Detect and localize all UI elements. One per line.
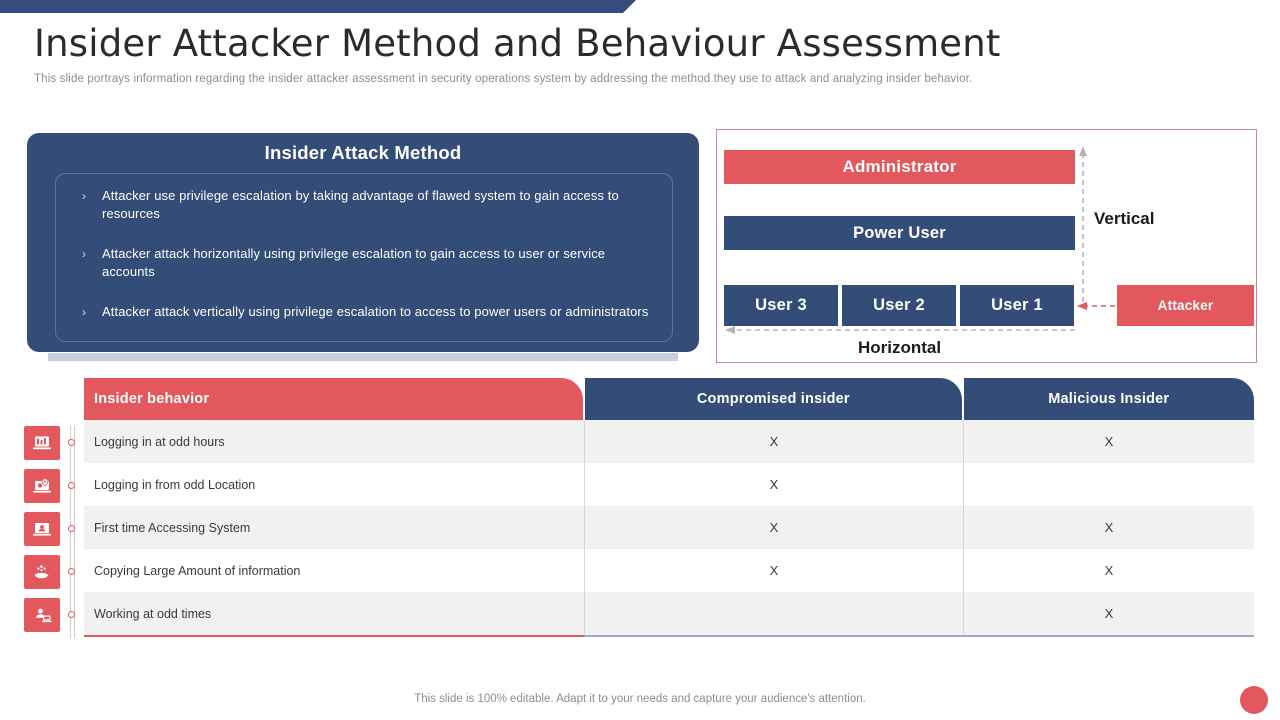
- page-title: Insider Attacker Method and Behaviour Assessment: [34, 22, 1001, 65]
- table-cell-compromised: X: [584, 463, 963, 506]
- method-bullet-item: [76, 187, 650, 223]
- table-cell-malicious: X: [963, 420, 1254, 463]
- laptop-user-icon: [24, 512, 60, 546]
- laptop-location-icon: [24, 469, 60, 503]
- table-row: [84, 592, 1254, 635]
- insider-behavior-table: [84, 378, 1254, 635]
- table-row: [84, 506, 1254, 549]
- table-cell-behavior: Copying Large Amount of information: [94, 563, 301, 578]
- method-card-inner-frame: [55, 173, 673, 342]
- table-cell-behavior: Logging in from odd Location: [94, 477, 256, 492]
- rail-line-secondary: [74, 426, 75, 638]
- method-card-title: Insider Attack Method: [264, 142, 462, 163]
- table-header-compromised-insider: Compromised insider: [585, 378, 961, 420]
- table-row: [84, 420, 1254, 463]
- page-subtitle: This slide portrays information regarding the insider attacker assessment in security operations system by addressing the method they use to attack and analyzing insider behavior.: [34, 73, 973, 85]
- rail-dot: [68, 611, 75, 618]
- table-cell-behavior: Logging in at odd hours: [94, 434, 225, 449]
- privilege-escalation-diagram: [716, 129, 1257, 363]
- table-cell-compromised: X: [584, 506, 963, 549]
- method-bullet-text: Attacker attack vertically using privilege escalation to access to power users or administrators: [102, 304, 649, 319]
- chevron-right-icon: ›: [82, 189, 87, 203]
- method-bullet-list: [76, 187, 650, 343]
- rail-item-3: [24, 512, 60, 546]
- chevron-right-icon: ›: [82, 305, 87, 319]
- diagram-box-user-1: User 1: [960, 285, 1074, 326]
- rail-dot: [68, 568, 75, 575]
- method-bullet-text: Attacker use privilege escalation by taking advantage of flawed system to gain access to resources: [102, 188, 619, 221]
- table-bottom-accent-blue: [584, 635, 1254, 637]
- footer-note: This slide is 100% editable. Adapt it to your needs and capture your audience's attention.: [414, 693, 866, 705]
- method-bullet-item: [76, 303, 650, 321]
- table-cell-malicious: [963, 463, 1254, 506]
- diagram-horizontal-label: Horizontal: [857, 338, 942, 357]
- table-row: [84, 463, 1254, 506]
- diagram-box-user-3: User 3: [724, 285, 838, 326]
- table-cell-malicious: X: [963, 506, 1254, 549]
- diagram-box-administrator: Administrator: [724, 150, 1075, 184]
- diagram-box-attacker: Attacker: [1117, 285, 1254, 326]
- hand-data-icon: [24, 555, 60, 589]
- table-header-row: [84, 378, 1254, 420]
- diagram-user-row: [724, 285, 1074, 326]
- rail-item-1: [24, 426, 60, 460]
- table-cell-behavior: Working at odd times: [94, 606, 212, 621]
- table-cell-compromised: X: [584, 420, 963, 463]
- method-bullet-item: [76, 245, 650, 281]
- insider-attack-method-card: [27, 133, 699, 352]
- rail-item-5: [24, 598, 60, 632]
- table-bottom-accent-red: [84, 635, 584, 637]
- laptop-chart-icon: [24, 426, 60, 460]
- user-laptop-icon: [24, 598, 60, 632]
- table-cell-malicious: X: [963, 592, 1254, 635]
- top-accent-bar: [0, 0, 636, 13]
- chevron-right-icon: ›: [82, 247, 87, 261]
- table-cell-malicious: X: [963, 549, 1254, 592]
- diagram-box-user-2: User 2: [842, 285, 956, 326]
- behavior-icon-rail: [24, 426, 80, 638]
- diagram-vertical-label: Vertical: [1094, 209, 1155, 228]
- card-shadow-bar: [48, 353, 678, 361]
- table-header-malicious-insider: Malicious Insider: [964, 378, 1255, 420]
- rail-dot: [68, 525, 75, 532]
- table-cell-behavior: First time Accessing System: [94, 520, 251, 535]
- diagram-box-power-user: Power User: [724, 216, 1075, 250]
- table-row: [84, 549, 1254, 592]
- footer-dot-decoration: [1240, 686, 1268, 714]
- table-header-insider-behavior: Insider behavior: [84, 378, 583, 420]
- table-cell-compromised: X: [584, 549, 963, 592]
- rail-dot: [68, 439, 75, 446]
- rail-item-4: [24, 555, 60, 589]
- rail-dot: [68, 482, 75, 489]
- table-cell-compromised: [584, 592, 963, 635]
- rail-line: [70, 426, 71, 638]
- rail-item-2: [24, 469, 60, 503]
- method-bullet-text: Attacker attack horizontally using privilege escalation to gain access to user or service accounts: [102, 246, 606, 279]
